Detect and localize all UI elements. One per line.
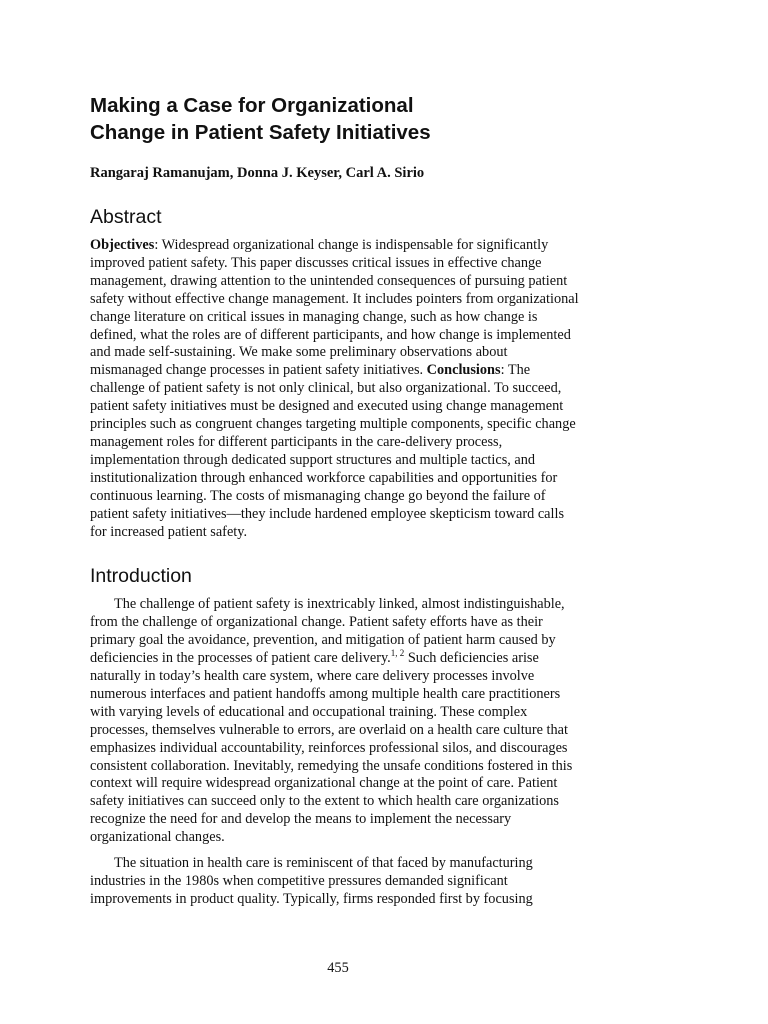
- page-number: 455: [327, 960, 349, 976]
- conclusions-label: Conclusions: [426, 362, 501, 379]
- objectives-text: : Widespread organizational change is indispensable for significantly improved patient safety. This paper discusses critical issues in effective change management, drawing attention to the unintended consequences of pursuing patient safety without effective change management. It includes pointers from organizational change literature on critical issues in managing change, such as how change is defined, what the roles are of different participants, and how change is implemented and made self-sustaining. We make some preliminary observations about mismanaged change processes in patient safety initiatives.: [90, 237, 579, 379]
- page-content: [90, 92, 582, 909]
- introduction-heading: Introduction: [90, 565, 192, 588]
- title-line-1: Making a Case for Organizational: [90, 94, 414, 117]
- introduction-paragraph-1: [90, 596, 582, 847]
- citation-superscript: 1, 2: [390, 648, 405, 659]
- conclusions-text: : The challenge of patient safety is not only clinical, but also organizational. To succeed, patient safety initiatives must be designed and executed using change management principles such as congruent changes targeting multiple components, specific change management roles for different participants in the care-delivery process, implementation through dedicated support structures and multiple tactics, and institutionalization through enhanced workforce capabilities and opportunities for continuous learning. The costs of mismanaging change go beyond the failure of patient safety initiatives—they include hardened employee skepticism toward calls for increased patient safety.: [90, 362, 576, 540]
- paper-title: [90, 92, 582, 146]
- title-line-2: Change in Patient Safety Initiatives: [90, 121, 431, 144]
- intro-p1-part-b: Such deficiencies arise naturally in today’s health care system, where care delivery processes involve numerous interfaces and patient handoffs among multiple health care practitioners with varying levels of educational and occupational training. These complex processes, themselves vulnerable to errors, are overlaid on a health care culture that emphasizes individual accountability, reinforces professional silos, and discourages consistent collaboration. Inevitably, remedying the unsafe conditions fostered in this context will require widespread organizational change at the point of care. Patient safety initiatives can succeed only to the extent to which health care organizations recognize the need for and develop the means to implement the necessary organizational changes.: [90, 650, 573, 846]
- introduction-paragraph-2: The situation in health care is reminiscent of that faced by manufacturing industries in the 1980s when competitive pressures demanded significant improvements in product quality. Typically, firms responded first by focusing: [90, 855, 533, 907]
- author-list: Rangaraj Ramanujam, Donna J. Keyser, Carl A. Sirio: [90, 165, 425, 181]
- abstract-body: [90, 237, 582, 541]
- abstract-heading: Abstract: [90, 206, 162, 228]
- objectives-label: Objectives: [90, 237, 155, 253]
- intro-p1-part-a: The challenge of patient safety is inextricably linked, almost indistinguishable, from the challenge of organizational change. Patient safety efforts have as their primary goal the avoidance, prevention, and mitigation of patient harm caused by deficiencies in the processes of patient care delivery.: [90, 596, 565, 667]
